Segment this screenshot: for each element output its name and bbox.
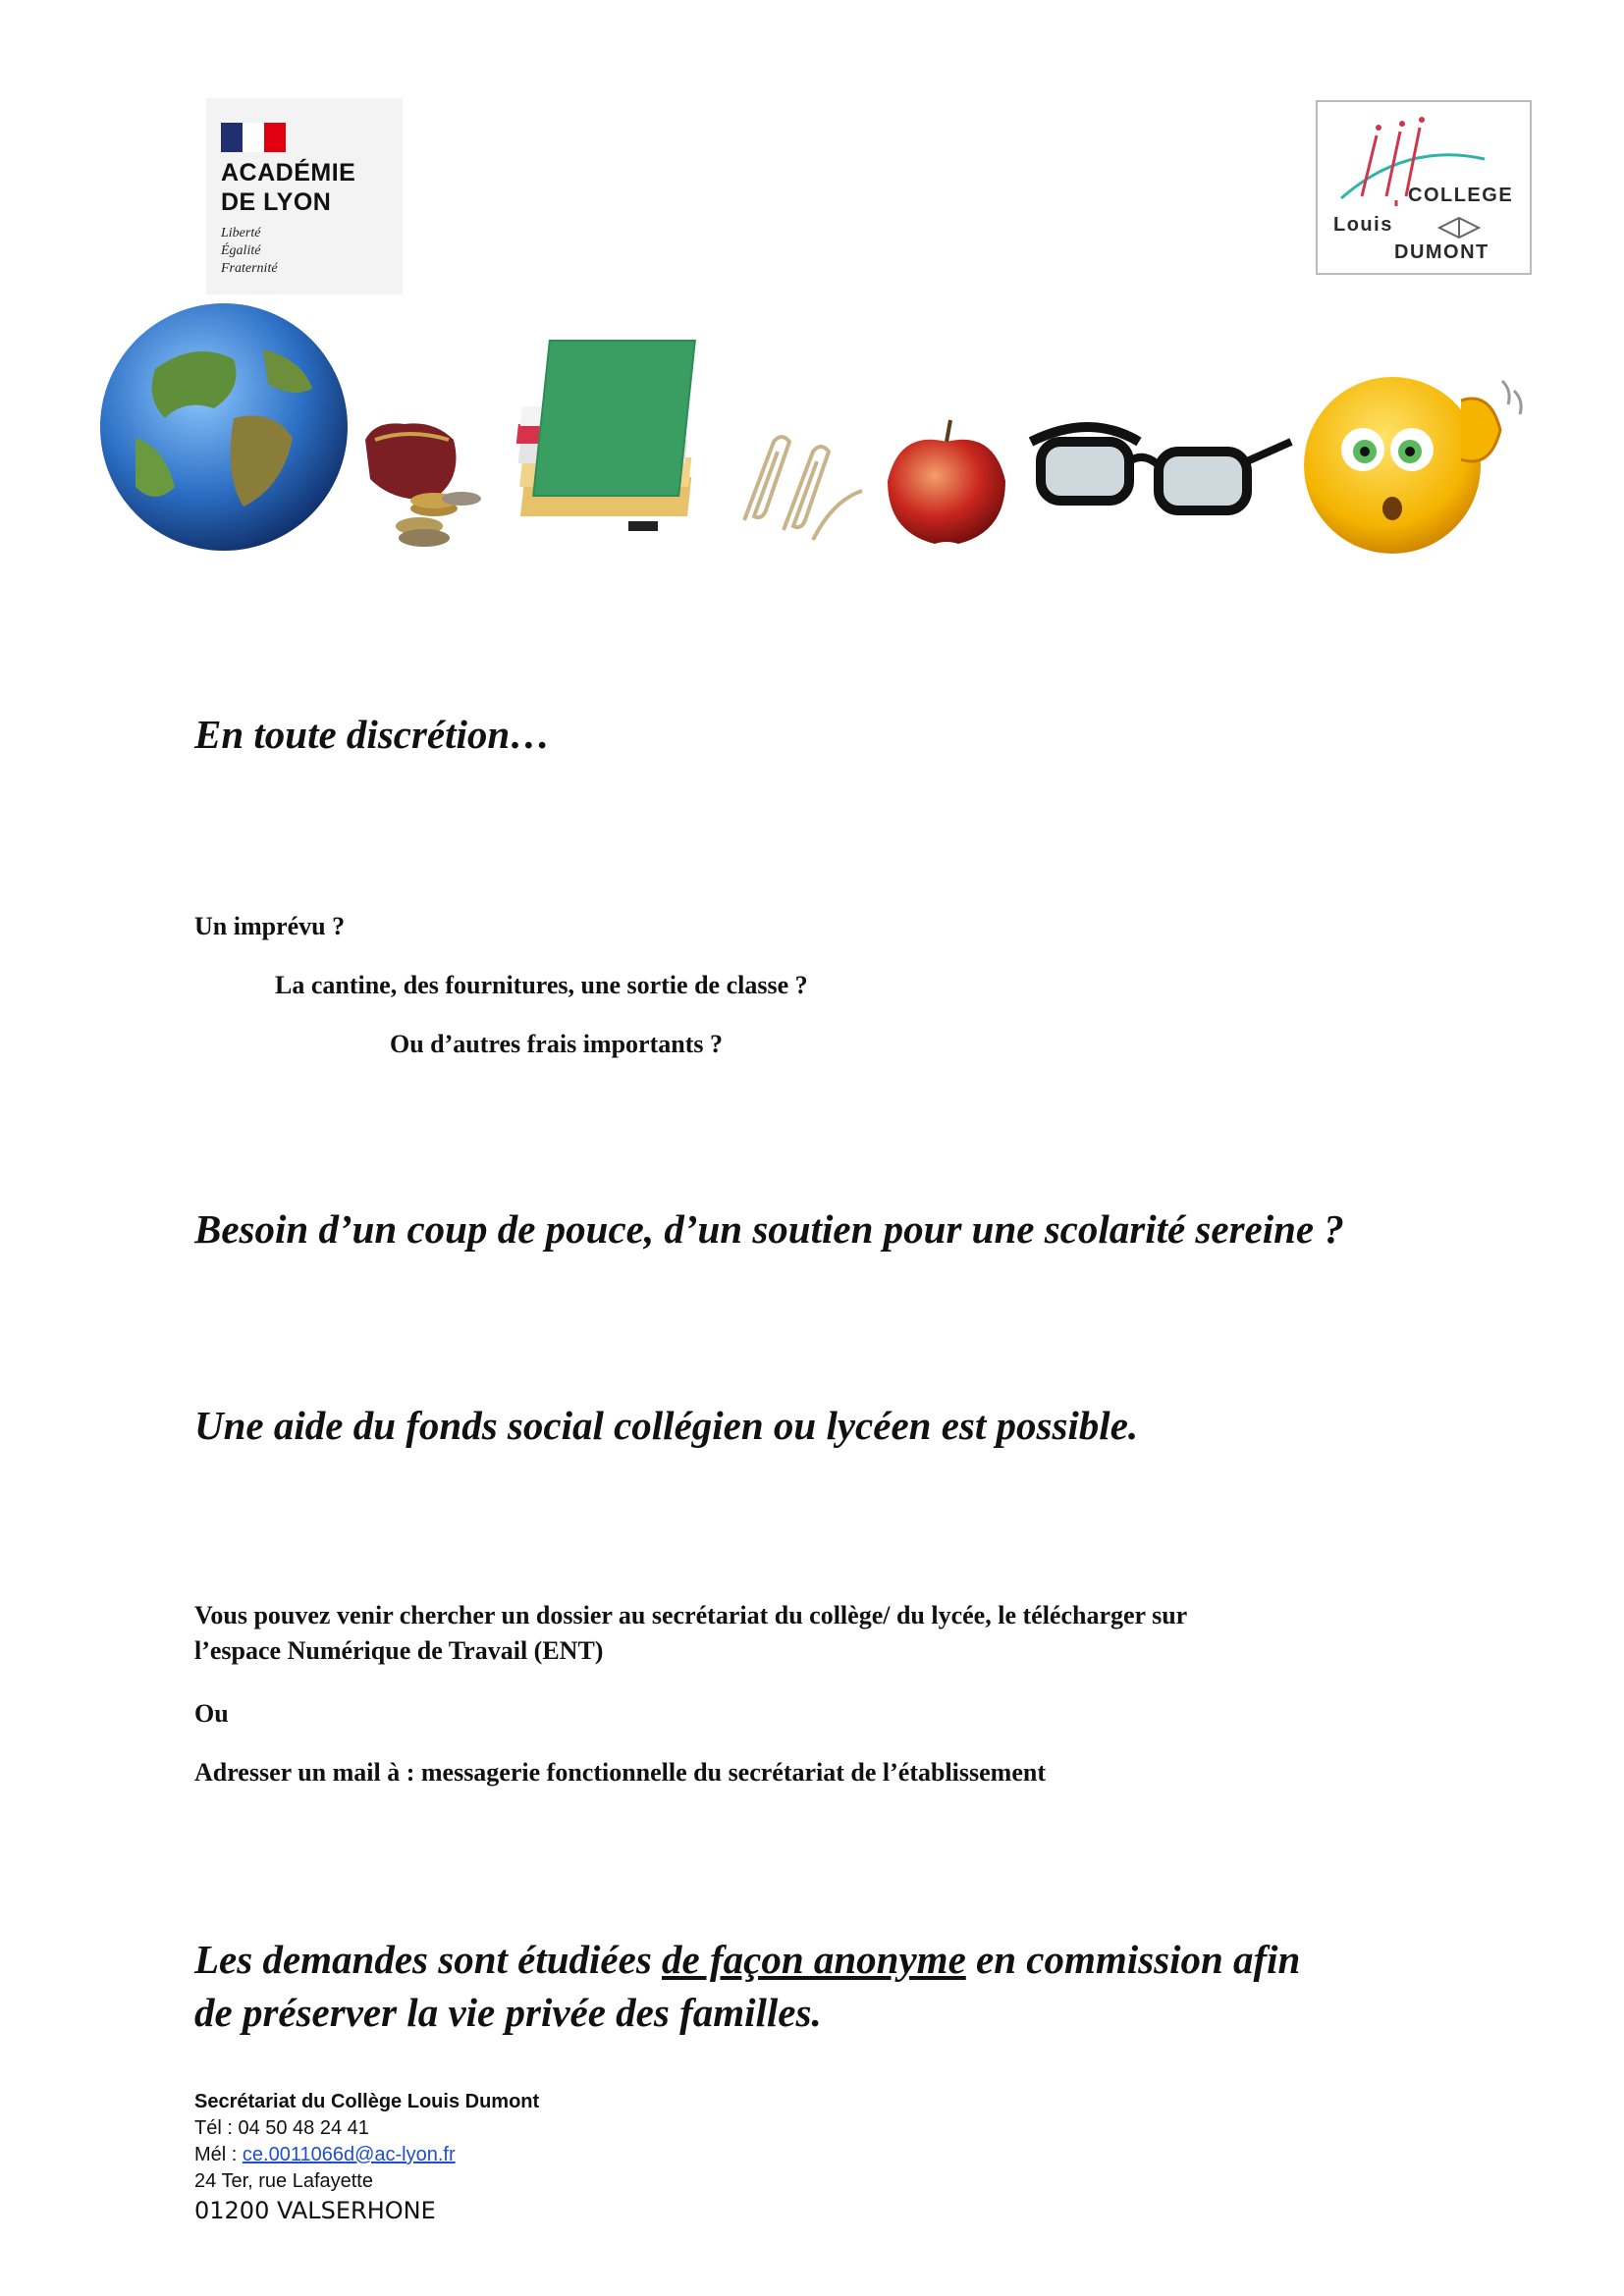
paper-clips-icon: [734, 432, 872, 550]
academie-logo-line1: ACADÉMIE: [221, 159, 356, 187]
college-logo-line3: DUMONT: [1394, 241, 1489, 263]
footer-city: 01200 VALSERHONE: [194, 2197, 436, 2224]
closing-line2: de préserver la vie privée des familles.: [194, 1990, 822, 2035]
motto-liberte: Liberté: [221, 226, 261, 240]
closing-underlined: de façon anonyme: [662, 1937, 966, 1982]
closing-part1: Les demandes sont étudiées: [194, 1937, 663, 1982]
headline: En toute discrétion…: [194, 712, 551, 757]
footer-mail-line: [194, 2144, 456, 2166]
instructions-or: Ou: [194, 1699, 229, 1728]
college-louis-dumont-logo: [1316, 100, 1532, 275]
footer-tel: Tél : 04 50 48 24 41: [194, 2117, 369, 2139]
aid-statement: Une aide du fonds social collégien ou lycéen est possible.: [194, 1403, 1139, 1448]
motto-egalite: Égalité: [221, 243, 261, 258]
academie-lyon-logo: [206, 98, 403, 294]
instructions-line3: Adresser un mail à : messagerie fonctionnelle du secrétariat de l’établissement: [194, 1758, 1047, 1787]
coin-purse-icon: [355, 410, 493, 548]
support-question: Besoin d’un coup de pouce, d’un soutien pour une scolarité sereine ?: [194, 1206, 1344, 1252]
academie-logo-line2: DE LYON: [221, 188, 332, 216]
question-expenses: La cantine, des fournitures, une sortie de classe ?: [275, 971, 808, 999]
footer-title: Secrétariat du Collège Louis Dumont: [194, 2091, 540, 2112]
college-logo-line2: Louis: [1333, 214, 1393, 236]
question-other-costs: Ou d’autres frais importants ?: [390, 1030, 723, 1058]
question-unforeseen: Un imprévu ?: [194, 912, 346, 940]
closing-part2: en commission afin: [965, 1937, 1301, 1982]
footer-mail-label: Mél :: [194, 2144, 243, 2165]
thinking-emoji-icon: [1294, 371, 1530, 558]
folders-icon: [501, 330, 736, 546]
motto-fraternite: Fraternité: [221, 261, 278, 276]
footer-mail-link[interactable]: ce.0011066d@ac-lyon.fr: [242, 2144, 456, 2165]
apple-icon: [880, 412, 1013, 550]
closing-line1: [194, 1934, 1300, 1986]
globe-icon: [96, 300, 352, 554]
glasses-icon: [1021, 402, 1296, 520]
college-logo-line1: COLLEGE: [1408, 185, 1514, 206]
french-flag-icon: [221, 123, 286, 152]
footer-address: 24 Ter, rue Lafayette: [194, 2170, 373, 2192]
instructions-line1: Vous pouvez venir chercher un dossier au secrétariat du collège/ du lycée, le télécharger sur: [194, 1601, 1188, 1629]
instructions-line2: l’espace Numérique de Travail (ENT): [194, 1636, 604, 1665]
